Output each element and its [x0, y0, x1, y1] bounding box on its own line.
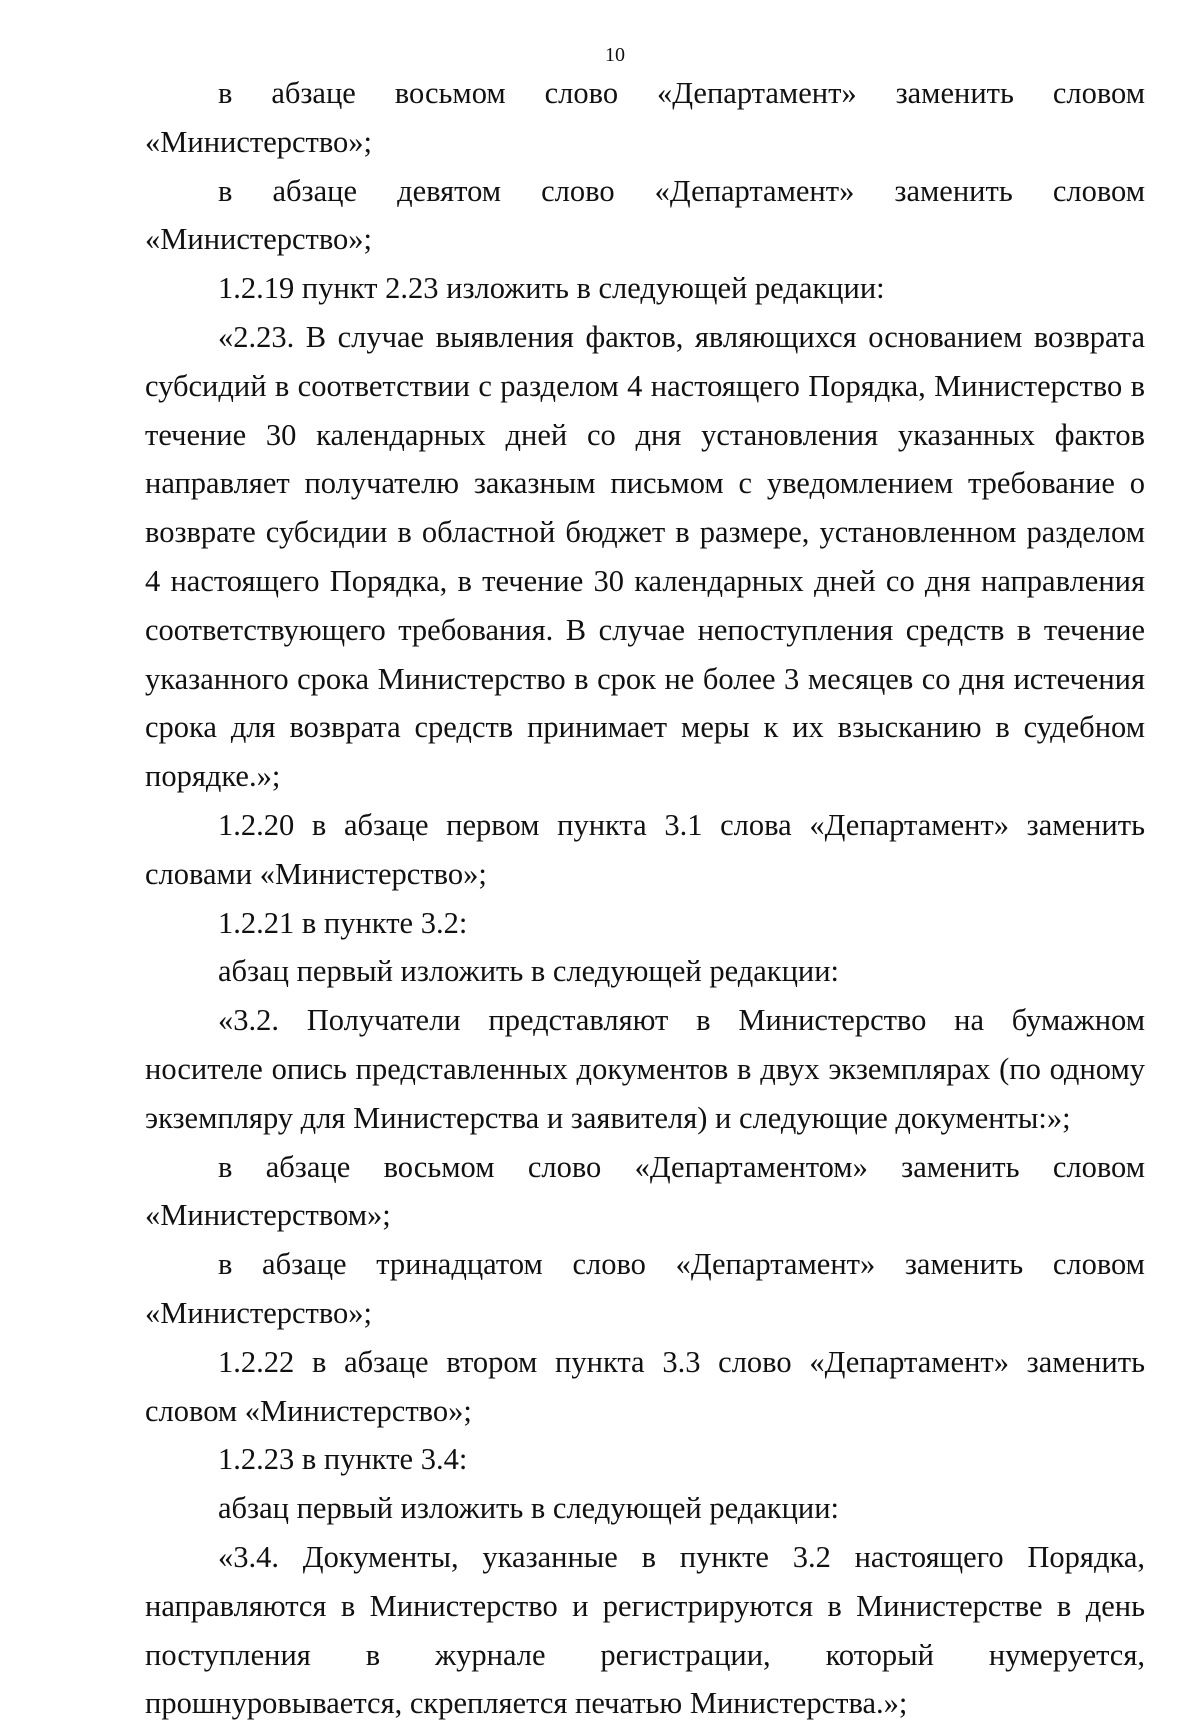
paragraph-5: 1.2.20 в абзаце первом пункта 3.1 слова «Департамент» заменить словами «Министерство»;: [145, 807, 1145, 891]
paragraph-13: абзац первый изложить в следующей редакции:: [218, 1491, 840, 1526]
paragraph-3: 1.2.19 пункт 2.23 изложить в следующей редакции:: [218, 271, 885, 306]
paragraph-10: в абзаце тринадцатом слово «Департамент» заменить словом «Министерство»;: [145, 1247, 1145, 1330]
paragraph-4: «2.23. В случае выявления фактов, являющихся основанием возврата субсидий в соответствии с разделом 4 настоящего Порядка, Министерство в течение 30 календарных дней со дня установления указанных фактов направляет получателю заказным письмом с уведомлением требование о возврате субсидии в областной бюджет в размере, установленном разделом 4 настоящего Порядка, в течение 30 календарных дней со дня направления соответствующего требования. В случае непоступления средств в течение указанного срока Министерство в срок не более 3 месяцев со дня истечения срока для возврата средств принимает меры к их взысканию в судебном порядке.»;: [145, 319, 1145, 794]
paragraph-8: «3.2. Получатели представляют в Министерство на бумажном носителе опись представленных документов в двух экземплярах (по одному экземпляру для Министерства и заявителя) и следующие документы:»;: [145, 1003, 1145, 1135]
paragraph-7: абзац первый изложить в следующей редакции:: [218, 954, 840, 989]
paragraph-14: «3.4. Документы, указанные в пункте 3.2 настоящего Порядка, направляются в Министерство и регистрируются в Министерстве в день поступления в журнале регистрации, который нумеруется, прошнуровывается, скрепляется печатью Министерства.»;: [145, 1539, 1145, 1721]
paragraph-1: в абзаце восьмом слово «Департамент» заменить словом «Министерство»;: [145, 76, 1145, 159]
paragraph-2: в абзаце девятом слово «Департамент» заменить словом «Министерство»;: [145, 173, 1145, 257]
page-number: 10: [605, 44, 625, 66]
document-body: [145, 69, 1145, 1728]
paragraph-6: 1.2.21 в пункте 3.2:: [218, 905, 468, 940]
paragraph-11: 1.2.22 в абзаце втором пункта 3.3 слово «Департамент» заменить словом «Министерство»;: [145, 1344, 1145, 1428]
paragraph-9: в абзаце восьмом слово «Департаментом» заменить словом «Министерством»;: [145, 1149, 1145, 1233]
paragraph-12: 1.2.23 в пункте 3.4:: [218, 1442, 468, 1477]
